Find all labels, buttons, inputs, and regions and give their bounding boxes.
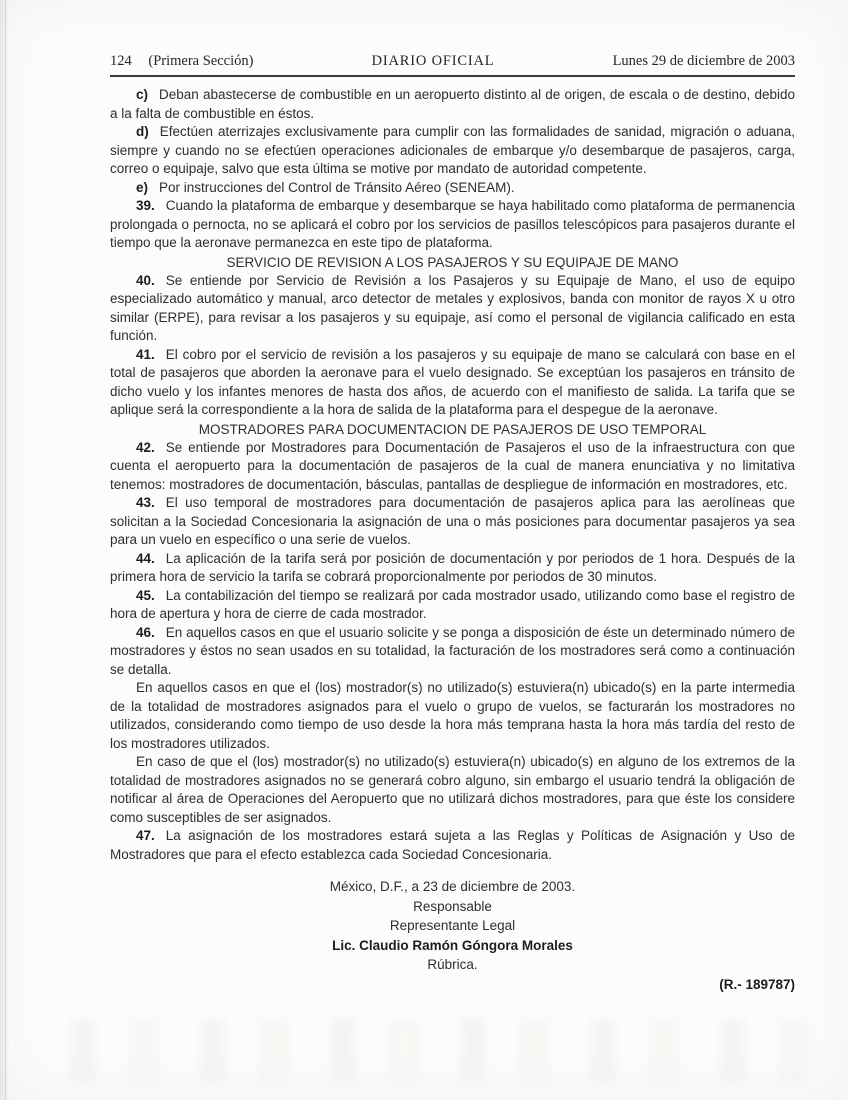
paragraph-47 — [110, 827, 795, 864]
text-column — [110, 52, 795, 994]
paragraph-45 — [110, 587, 795, 624]
paragraph-42-label: 42. — [136, 439, 155, 455]
section-heading-mostradores: MOSTRADORES PARA DOCUMENTACION DE PASAJEROS DE USO TEMPORAL — [198, 421, 707, 437]
responsible-line: Responsable — [413, 898, 492, 914]
issue-date: Lunes 29 de diciembre de 2003 — [612, 53, 795, 69]
paragraph-43-label: 43. — [136, 495, 155, 510]
legal-representative-line: Representante Legal — [389, 918, 516, 933]
paragraph-d-label: d) — [136, 124, 149, 139]
paragraph-47-text: La asignación de los mostradores estará sujeta a las Reglas y Políticas de Asignación y Uso de Mostradores que para el efecto establezca cada Sociedad Concesionaria. — [110, 828, 795, 862]
paragraph-39-label: 39. — [136, 198, 155, 213]
paragraph-46 — [110, 624, 795, 680]
place-date-line: México, D.F., a 23 de diciembre de 2003. — [329, 879, 576, 894]
paragraph-e-label: e) — [136, 179, 149, 195]
paragraph-41-text: El cobro por el servicio de revisión a los pasajeros y su equipaje de mano se calculará con base en el total de pasajeros que aborden la aeronave para el vuelo designado. Se exceptúan los pasajeros en tránsito de dicho vuelo y los infantes menores de hasta dos años, de acuerdo con el manifiesto de salida. La tarifa que se aplique será la correspondiente a la hora de salida de la plataforma para el despegue de la aeronave. — [110, 346, 795, 417]
paragraph-40 — [110, 272, 795, 346]
section-heading-revision-service: SERVICIO DE REVISION A LOS PASAJEROS Y SU EQUIPAJE DE MANO — [226, 254, 679, 270]
paragraph-41 — [110, 346, 795, 420]
paragraph-d-text: Efectúen aterrizajes exclusivamente para cumplir con las formalidades de sanidad, migración o aduana, siempre y cuando no se efectúen operaciones adicionales de embarque y/o desembarque de pasajeros, carga, correo o equipaje, salvo que esta última se motive por mandato de autoridad competente. — [110, 124, 795, 176]
paragraph-45-text: La contabilización del tiempo se realizará por cada mostrador usado, utilizando como base el registro de hora de apertura y hora de cierre de cada mostrador. — [110, 587, 795, 621]
header-left — [110, 52, 253, 70]
paragraph-c-label: c) — [136, 87, 149, 102]
paragraph-44 — [110, 550, 795, 587]
closing-block — [110, 877, 795, 975]
paragraph-40-text: Se entiende por Servicio de Revisión a los Pasajeros y su Equipaje de Mano, el uso de equipo especializado automático y manual, arco detector de metales y explosivos, banda con monitor de rayos X u otro similar (ERPE), para revisar a los pasajeros y su equipaje, así como el personal de vigilancia calificado en esta función. — [110, 272, 795, 343]
paragraph-43 — [110, 494, 795, 550]
registry-number: (R.- 189787) — [719, 976, 795, 992]
journal-title: DIARIO OFICIAL — [371, 53, 495, 69]
paragraph-44-text: La aplicación de la tarifa será por posición de documentación y por periodos de 1 hora. Después de la primera hora de servicio la tarifa se cobrará proporcionalmente por periodos de 30 minutos. — [110, 550, 795, 584]
paragraph-47-label: 47. — [136, 828, 155, 843]
paragraph-d — [110, 123, 795, 179]
paragraph-44-label: 44. — [136, 550, 155, 566]
scan-edge-line-artifact — [5, 0, 6, 1100]
paragraph-45-label: 45. — [136, 587, 155, 603]
paragraph-46-label: 46. — [136, 624, 155, 640]
paragraph-39-text: Cuando la plataforma de embarque y desembarque se haya habilitado como plataforma de permanencia prolongada o pernocta, no se aplicará el cobro por los servicios de pasillos telescópicos para pasajeros durante el tiempo que la aeronave permanezca en este tipo de plataforma. — [110, 198, 795, 250]
scan-edge-artifact — [0, 0, 12, 1100]
paragraph-e — [110, 179, 795, 198]
paragraph-c-text: Deban abastecerse de combustible en un aeropuerto distinto al de origen, de escala o de destino, debido a la falta de combustible en éstos. — [110, 87, 795, 121]
page-header — [110, 52, 795, 77]
section-label: (Primera Sección) — [148, 53, 254, 69]
paragraph-42-text: Se entiende por Mostradores para Documentación de Pasajeros el uso de la infraestructura con que cuenta el aeropuerto para la documentación de pasajeros de la cual de manera enunciativa y no limitativa tenemos: mostradores de documentación, básculas, pantallas de despliegue de información en mostradores, etc. — [110, 439, 795, 492]
paragraph-43-text: El uso temporal de mostradores para documentación de pasajeros aplica para las aerolíneas que solicitan a la Sociedad Concesionaria la asignación de una o más posiciones para documentar pasajeros ya sea para un vuelo en específico o una serie de vuelos. — [110, 495, 795, 547]
paragraph-39 — [110, 197, 795, 253]
signatory-name: Lic. Claudio Ramón Góngora Morales — [332, 937, 573, 953]
page-number: 124 — [110, 53, 132, 69]
scan-ghosting-artifact — [70, 1018, 808, 1082]
paragraph-e-text: Por instrucciones del Control de Tránsito Aéreo (SENEAM). — [159, 179, 515, 195]
paragraph-41-label: 41. — [136, 346, 155, 362]
paragraph-42 — [110, 439, 795, 495]
rubric-line: Rúbrica. — [427, 957, 478, 972]
paragraph-46-text: En aquellos casos en que el usuario solicite y se ponga a disposición de éste un determinado número de mostradores y éstos no sean usados en su totalidad, la facturación de los mostradores será como a continuación se detalla. — [110, 624, 795, 677]
paragraph-40-label: 40. — [136, 272, 155, 288]
paragraph-unnumbered-intermedia: En aquellos casos en que el (los) mostrador(s) no utilizado(s) estuviera(n) ubicado(s) en la parte intermedia de la totalidad de mostradores asignados para el vuelo o grupo de vuelos, se facturarán los mostradores no utilizados, considerando como tiempo de uso desde la hora más temprana hasta la hora más tardía del resto de los mostradores utilizados. — [110, 680, 795, 751]
paragraph-unnumbered-extremos: En caso de que el (los) mostrador(s) no utilizado(s) estuviera(n) ubicado(s) en alguno de los extremos de la totalidad de mostradores asignados no se generará cobro alguno, sin embargo el usuario tendrá la obligación de notificar al área de Operaciones del Aeropuerto que no utilizará dichos mostradores, para que éste los considere como susceptibles de ser asignados. — [110, 754, 795, 825]
paragraph-c — [110, 86, 795, 123]
